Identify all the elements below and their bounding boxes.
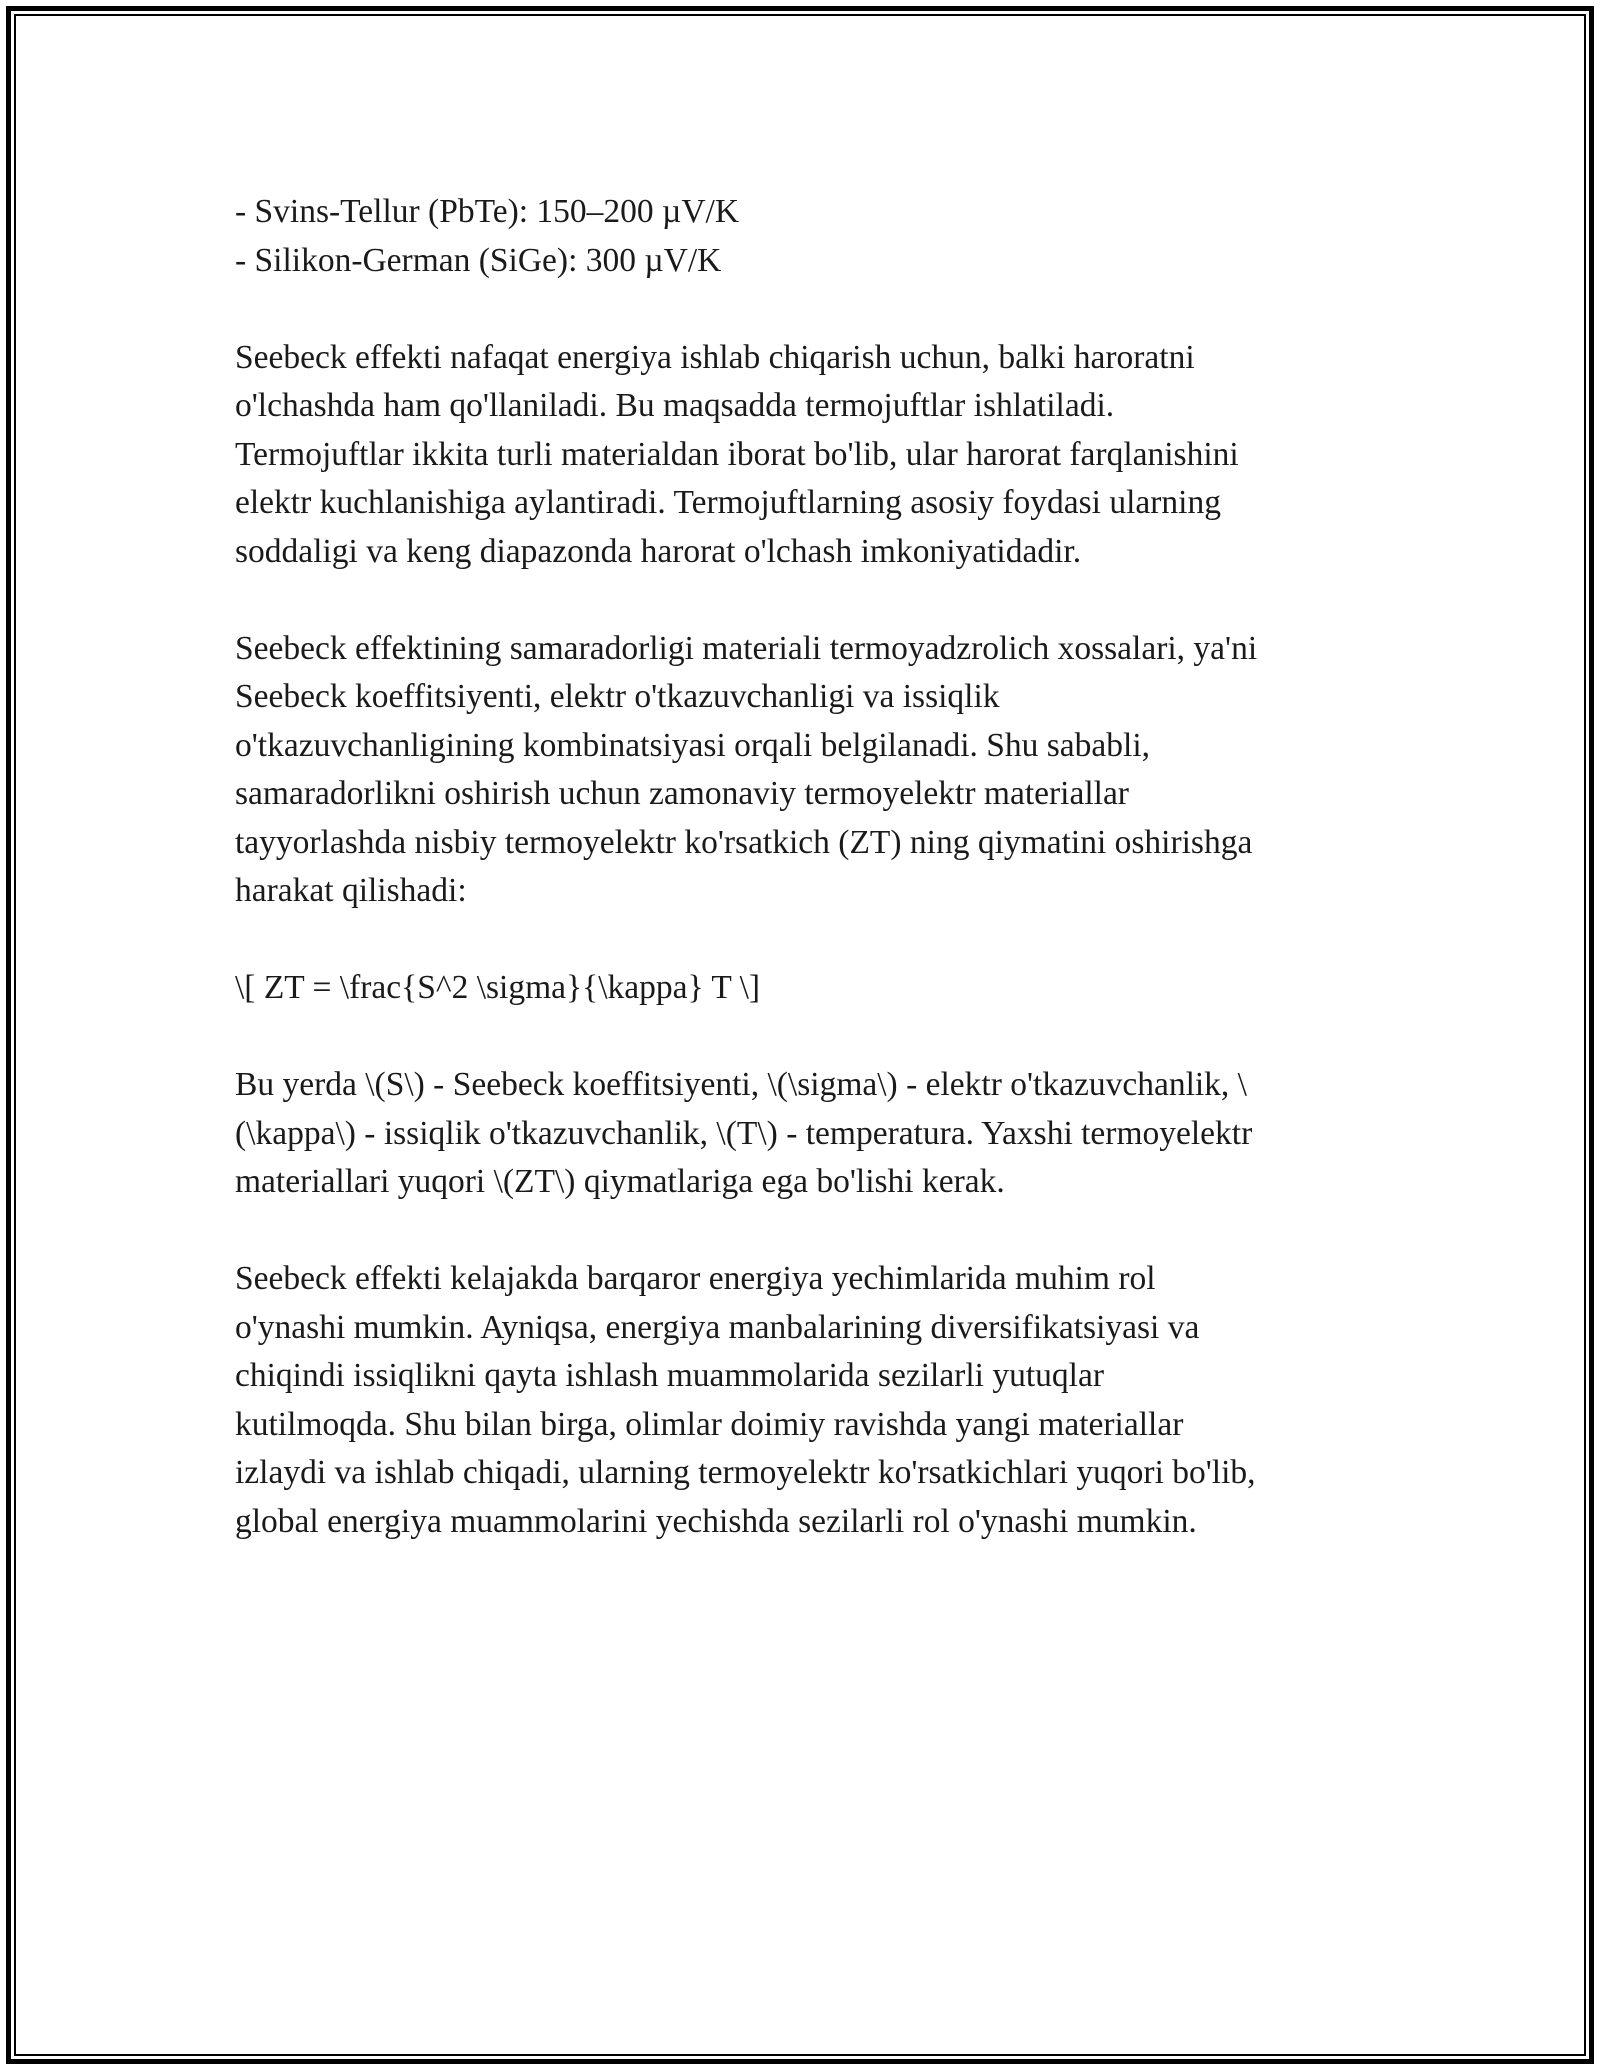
zt-formula: [235, 964, 1385, 1013]
text-line: o'tkazuvchanligining kombinatsiyasi orqali belgilanadi. Shu sababli,: [235, 726, 1151, 764]
text-line: Seebeck effektining samaradorligi materiali termoyadzrolich xossalari, ya'ni: [235, 629, 1258, 667]
text-line: Bu yerda \(S\) - Seebeck koeffitsiyenti, \(\sigma\) - elektr o'tkazuvchanlik, \: [235, 1066, 1247, 1103]
paragraph-thermocouples: [235, 334, 1385, 577]
text-line: o'lchashda ham qo'llaniladi. Bu maqsadda termojuftlar ishlatiladi.: [235, 387, 1115, 424]
text-line: Seebeck effekti kelajakda barqaror energiya yechimlarida muhim rol: [235, 1260, 1156, 1297]
text-line: Seebeck effekti nafaqat energiya ishlab chiqarish uchun, balki haroratni: [235, 338, 1195, 376]
paragraph-future: [235, 1255, 1385, 1546]
text-line: o'ynashi mumkin. Ayniqsa, energiya manbalarining diversifikatsiyasi va: [235, 1308, 1200, 1346]
document-body: [235, 188, 1385, 1595]
material-list: [235, 188, 1385, 285]
list-item: - Silikon-German (SiGe): 300 µV/K: [235, 241, 722, 279]
formula-text: \[ ZT = \frac{S^2 \sigma}{\kappa} T \]: [235, 969, 761, 1006]
list-item: - Svins-Tellur (PbTe): 150–200 µV/K: [235, 193, 740, 230]
text-line: (\kappa\) - issiqlik o'tkazuvchanlik, \(T\) - temperatura. Yaxshi termoyelektr: [235, 1114, 1253, 1152]
text-line: Termojuftlar ikkita turli materialdan iborat bo'lib, ular harorat farqlanishini: [235, 435, 1239, 473]
text-line: harakat qilishadi:: [235, 872, 467, 909]
text-line: Seebeck koeffitsiyenti, elektr o'tkazuvchanligi va issiqlik: [235, 678, 1000, 715]
text-line: chiqindi issiqlikni qayta ishlash muammolarida sezilarli yutuqlar: [235, 1357, 1104, 1394]
text-line: global energiya muammolarini yechishda sezilarli rol o'ynashi mumkin.: [235, 1502, 1197, 1540]
text-line: samaradorlikni oshirish uchun zamonaviy termoyelektr materiallar: [235, 775, 1129, 812]
text-line: elektr kuchlanishiga aylantiradi. Termojuftlarning asosiy foydasi ularning: [235, 484, 1221, 521]
paragraph-efficiency: [235, 625, 1385, 916]
text-line: materiallari yuqori \(ZT\) qiymatlariga ega bo'lishi kerak.: [235, 1163, 1005, 1200]
text-line: tayyorlashda nisbiy termoyelektr ko'rsatkich (ZT) ning qiymatini oshirishga: [235, 823, 1253, 861]
paragraph-variables: [235, 1061, 1385, 1207]
text-line: kutilmoqda. Shu bilan birga, olimlar doimiy ravishda yangi materiallar: [235, 1405, 1184, 1443]
text-line: izlaydi va ishlab chiqadi, ularning termoyelektr ko'rsatkichlari yuqori bo'lib,: [235, 1454, 1256, 1491]
text-line: soddaligi va keng diapazonda harorat o'lchash imkoniyatidadir.: [235, 532, 1082, 570]
